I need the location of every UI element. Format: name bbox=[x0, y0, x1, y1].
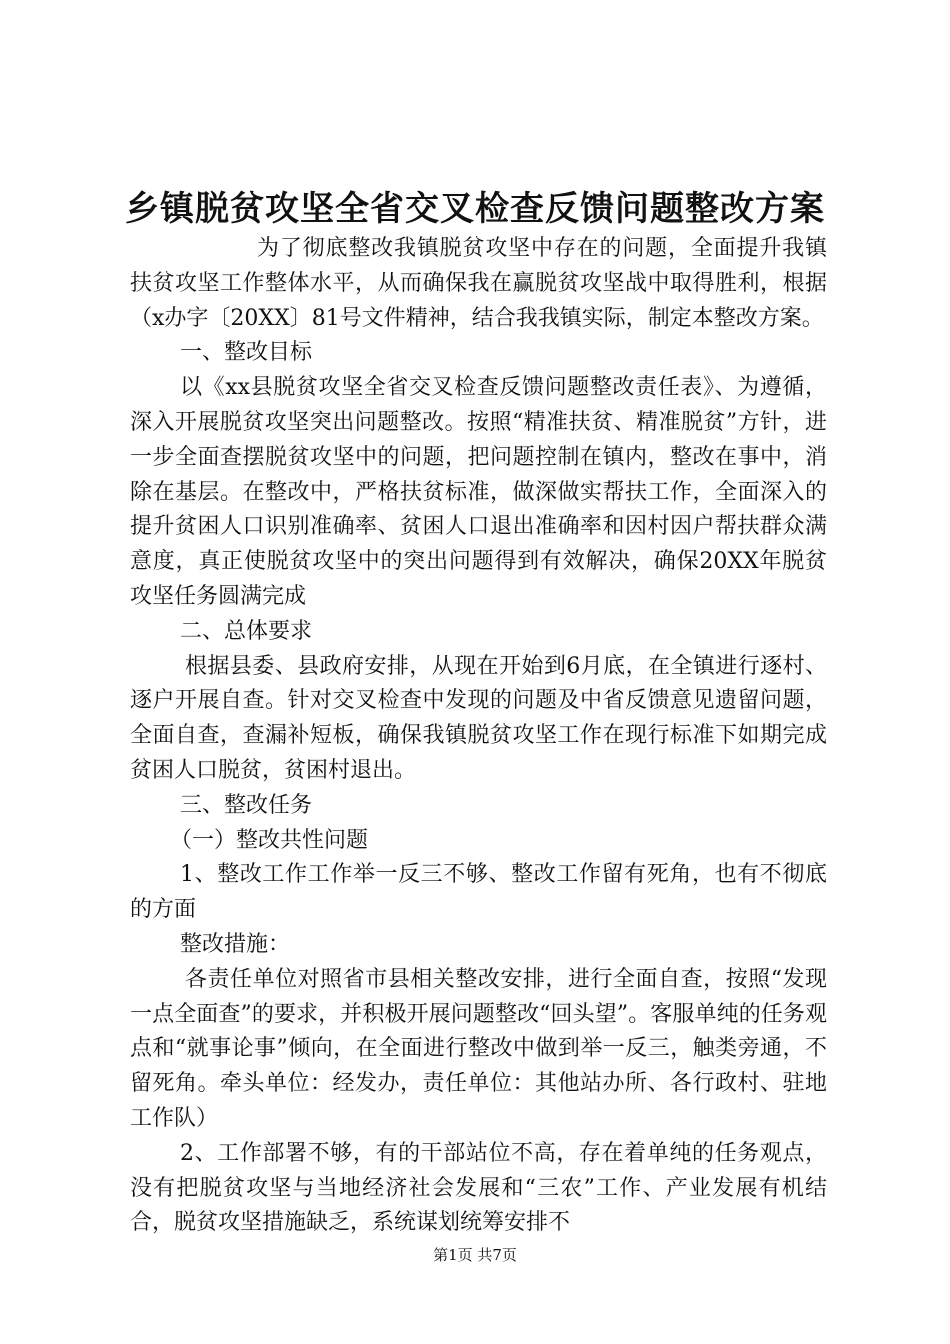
subsection-heading-common-issues: （一）整改共性问题 bbox=[170, 827, 369, 853]
requirements-paragraph: 根据县委、县政府安排，从现在开始到6月底，在全镇进行逐村、逐户开展自查。针对交叉检查中发现的问题及中省反馈意见遗留问题，全面自查，查漏补短板，确保我镇脱贫攻坚工作在现行标准下如期完成贫困人口脱贫，贫困村退出。 bbox=[130, 653, 827, 783]
document-title: 乡镇脱贫攻坚全省交叉检查反馈问题整改方案 bbox=[125, 189, 825, 229]
issue-1-paragraph: 1、整改工作工作举一反三不够、整改工作留有死角，也有不彻底的方面 bbox=[130, 862, 827, 923]
document-body bbox=[130, 232, 827, 1241]
section-heading-requirements: 二、总体要求 bbox=[180, 618, 313, 644]
intro-paragraph: 为了彻底整改我镇脱贫攻坚中存在的问题，全面提升我镇扶贫攻坚工作整体水平，从而确保我在赢脱贫攻坚战中取得胜利，根据（x办字〔20XX〕81号文件精神，结合我我镇实际，制定本整改方案。 bbox=[130, 236, 827, 331]
page-footer: 第1页 共7页 bbox=[433, 1246, 517, 1264]
measures-label: 整改措施： bbox=[180, 931, 291, 957]
section-heading-goal: 一、整改目标 bbox=[180, 340, 313, 366]
section-heading-tasks: 三、整改任务 bbox=[180, 792, 313, 818]
issue-2-paragraph: 2、工作部署不够，有的干部站位不高，存在着单纯的任务观点，没有把脱贫攻坚与当地经济社会发展和“三农”工作、产业发展有机结合，脱贫攻坚措施缺乏，系统谋划统筹安排不 bbox=[130, 1140, 827, 1236]
goal-paragraph: 以《xx县脱贫攻坚全省交叉检查反馈问题整改责任表》、为遵循，深入开展脱贫攻坚突出问题整改。按照“精准扶贫、精准脱贫”方针，进一步全面查摆脱贫攻坚中的问题，把问题控制在镇内，整改在事中，消除在基层。在整改中，严格扶贫标准，做深做实帮扶工作，全面深入的提升贫困人口识别准确率、贫困人口退出准确率和因村因户帮扶群众满意度，真正使脱贫攻坚中的突出问题得到有效解决，确保20XX年脱贫攻坚任务圆满完成 bbox=[130, 375, 827, 609]
measures-paragraph: 各责任单位对照省市县相关整改安排，进行全面自查，按照“发现一点全面查”的要求，并积极开展问题整改“回头望”。客服单纯的任务观点和“就事论事”倾向，在全面进行整改中做到举一反三，触类旁通，不留死角。牵头单位：经发办，责任单位：其他站办所、各行政村、驻地工作队） bbox=[130, 966, 827, 1131]
